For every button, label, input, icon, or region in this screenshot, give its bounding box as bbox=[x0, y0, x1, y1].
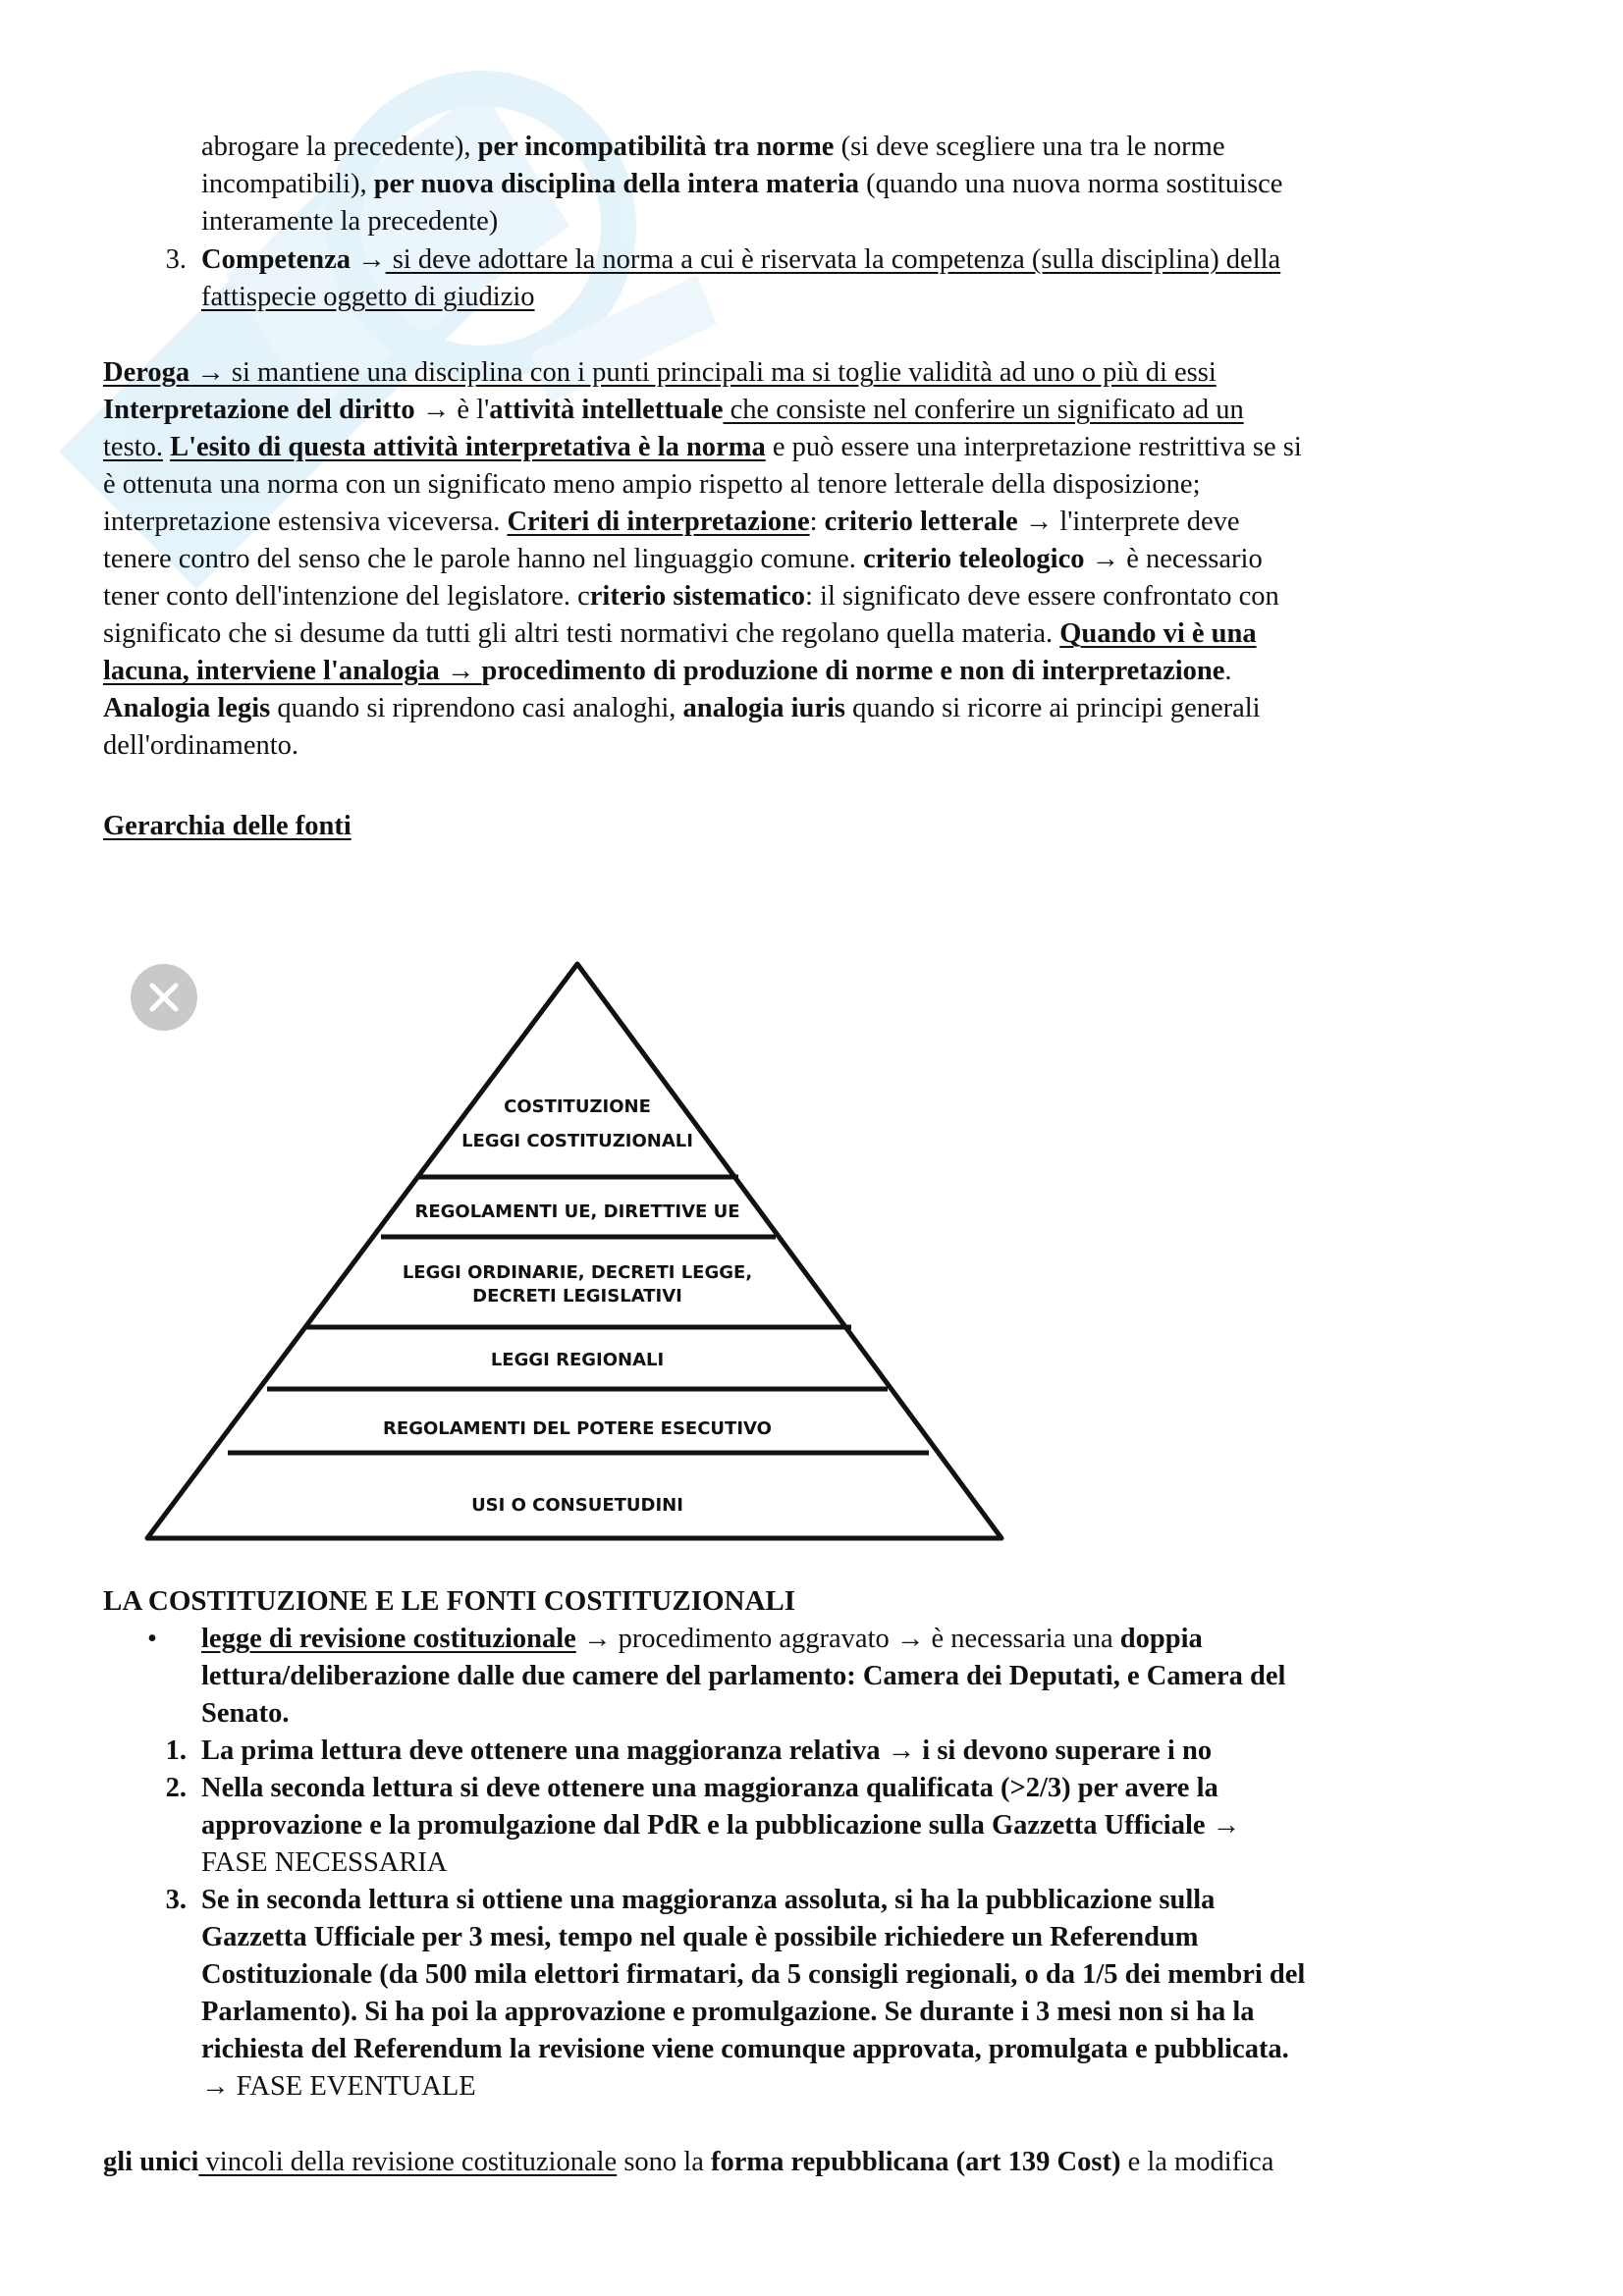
pyramid-level-label: LEGGI ORDINARIE, DECRETI LEGGE, bbox=[402, 1262, 753, 1283]
list-item-2-line3: interamente la precedente) bbox=[201, 206, 499, 237]
bullet-item: legge di revisione costituzionale → procedimento aggravato → è necessaria una doppia bbox=[201, 1624, 1203, 1654]
paragraph-line: tenere contro del senso che le parole hanno nel linguaggio comune. criterio teleologico → è necessario bbox=[103, 544, 1263, 574]
list-item-2-continuation: abrogare la precedente), per incompatibilità tra norme (si deve scegliere una tra le norme bbox=[201, 132, 1225, 162]
pyramid-level-label: DECRETI LEGISLATIVI bbox=[472, 1286, 682, 1307]
list-item: Nella seconda lettura si deve ottenere una maggioranza qualificata (>2/3) per avere la bbox=[201, 1773, 1218, 1803]
list-item-3-line2: fattispecie oggetto di giudizio bbox=[201, 282, 535, 312]
list-item: Se in seconda lettura si ottiene una maggioranza assoluta, si ha la pubblicazione sulla bbox=[201, 1885, 1216, 1915]
paragraph-line: lacuna, interviene l'analogia → procedimento di produzione di norme e non di interpretazione. bbox=[103, 656, 1232, 686]
list-number: 3. bbox=[165, 1885, 187, 1915]
paragraph-line: interpretazione estensiva viceversa. Criteri di interpretazione: criterio letterale → l'interprete deve bbox=[103, 507, 1240, 537]
list-item: La prima lettura deve ottenere una maggioranza relativa → i si devono superare i no bbox=[201, 1735, 1213, 1766]
list-number: 2. bbox=[165, 1773, 187, 1803]
list-item-line: richiesta del Referendum la revisione viene comunque approvata, promulgata e pubblicata. bbox=[201, 2034, 1289, 2064]
bullet-item-line: Senato. bbox=[201, 1698, 290, 1729]
list-item-line: Parlamento). Si ha poi la approvazione e promulgazione. Se durante i 3 mesi non si ha la bbox=[201, 1997, 1255, 2027]
paragraph-line: è ottenuta una norma con un significato meno ampio rispetto al tenore letterale della disposizione; bbox=[103, 469, 1201, 500]
list-item-line: Gazzetta Ufficiale per 3 mesi, tempo nel quale è possibile richiedere un Referendum bbox=[201, 1922, 1199, 1952]
list-item-3: Competenza → si deve adottare la norma a cui è riservata la competenza (sulla disciplina) della bbox=[201, 244, 1281, 275]
list-number: 3. bbox=[165, 244, 187, 275]
pyramid-level-label: LEGGI COSTITUZIONALI bbox=[461, 1131, 693, 1151]
paragraph-line: significato che si desume da tutti gli altri testi normativi che regolano quella materia. Quando vi è una bbox=[103, 618, 1257, 649]
list-item-line: FASE NECESSARIA bbox=[201, 1847, 448, 1878]
pyramid-level-label: REGOLAMENTI DEL POTERE ESECUTIVO bbox=[383, 1418, 772, 1439]
deroga-line: Deroga → si mantiene una disciplina con i punti principali ma si toglie validità ad uno o più di essi bbox=[103, 357, 1217, 388]
pyramid-level-label: COSTITUZIONE bbox=[504, 1096, 651, 1117]
paragraph-line: tener conto dell'intenzione del legislatore. criterio sistematico: il significato deve essere confrontato con bbox=[103, 581, 1279, 612]
paragraph-line: Analogia legis quando si riprendono casi analoghi, analogia iuris quando si ricorre ai principi generali bbox=[103, 693, 1261, 723]
pyramid-level-label: REGOLAMENTI UE, DIRETTIVE UE bbox=[414, 1201, 740, 1222]
list-item-line: → FASE EVENTUALE bbox=[201, 2071, 476, 2102]
list-item-line: Costituzionale (da 500 mila elettori firmatari, da 5 consigli regionali, o da 1/5 dei membri del bbox=[201, 1959, 1306, 1990]
pyramid-level-label: USI O CONSUETUDINI bbox=[471, 1495, 683, 1516]
hierarchy-heading: Gerarchia delle fonti bbox=[103, 811, 352, 841]
section-title: LA COSTITUZIONE E LE FONTI COSTITUZIONALI bbox=[103, 1585, 796, 1617]
list-item-line: approvazione e la promulgazione dal PdR e la pubblicazione sulla Gazzetta Ufficiale → bbox=[201, 1810, 1241, 1841]
paragraph-line: dell'ordinamento. bbox=[103, 730, 299, 761]
bullet-icon: • bbox=[147, 1624, 157, 1654]
list-item-2-line2: incompatibili), per nuova disciplina della intera materia (quando una nuova norma sostituisce bbox=[201, 169, 1283, 199]
bullet-item-line: lettura/deliberazione dalle due camere del parlamento: Camera dei Deputati, e Camera del bbox=[201, 1661, 1286, 1691]
final-line: gli unici vincoli della revisione costituzionale sono la forma repubblicana (art 139 Cost) e la modifica bbox=[103, 2147, 1274, 2177]
interpretation-line: Interpretazione del diritto → è l'attività intellettuale che consiste nel conferire un significato ad un bbox=[103, 395, 1244, 425]
paragraph-line: testo. L'esito di questa attività interpretativa è la norma e può essere una interpretazione restrittiva se si bbox=[103, 432, 1302, 462]
sources-hierarchy-pyramid bbox=[137, 952, 1021, 1551]
list-number: 1. bbox=[165, 1735, 187, 1766]
pyramid-level-label: LEGGI REGIONALI bbox=[490, 1350, 665, 1370]
